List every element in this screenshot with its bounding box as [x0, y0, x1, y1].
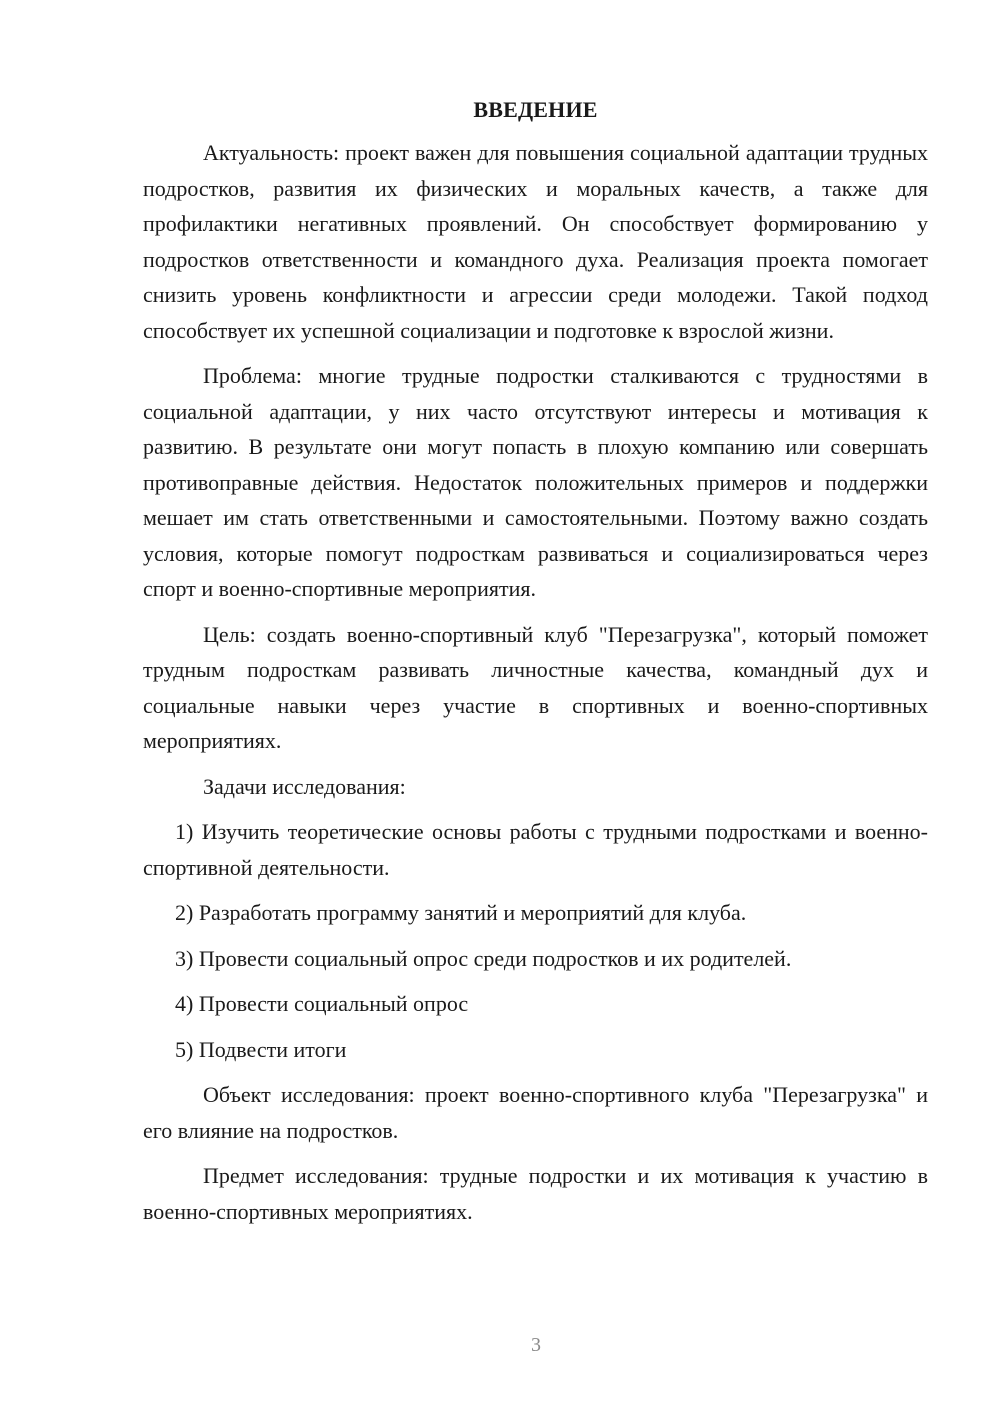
- paragraph-goal: Цель: создать военно-спортивный клуб "Перезагрузка", который поможет трудным подросткам развивать личностные качества, командный дух и социальные навыки через участие в спортивных и военно-спортивных мероприятиях.: [143, 621, 928, 753]
- paragraph-problem: Проблема: многие трудные подростки сталкиваются с трудностями в социальной адаптации, у них часто отсутствуют интересы и мотивация к развитию. В результате они могут попасть в плохую компанию или совершать противоправные действия. Недостаток положительных примеров и поддержки мешает им стать ответственными и самостоятельными. Поэтому важно создать условия, которые помогут подросткам развиваться и социализироваться через спорт и военно-спортивные мероприятия.: [143, 363, 928, 601]
- list-item-task-2: 2) Разработать программу занятий и мероприятий для клуба.: [175, 900, 747, 925]
- list-item-task-5: 5) Подвести итоги: [175, 1036, 347, 1062]
- paragraph-object: Объект исследования: проект военно-спортивного клуба "Перезагрузка" и его влияние на подростков.: [143, 1082, 928, 1143]
- list-item-task-1: 1) Изучить теоретические основы работы с трудными подростками и военно-спортивной деятельности.: [143, 819, 928, 880]
- document-page: [143, 95, 928, 1229]
- paragraph-relevance: Актуальность: проект важен для повышения социальной адаптации трудных подростков, развития их физических и моральных качеств, а также для профилактики негативных проявлений. Он способствует формированию у подростков ответственности и командного духа. Реализация проекта помогает снизить уровень конфликтности и агрессии среди молодежи. Такой подход способствует их успешной социализации и подготовке к взрослой жизни.: [143, 140, 928, 343]
- tasks-title: Задачи исследования:: [203, 773, 406, 799]
- paragraph-subject: Предмет исследования: трудные подростки и их мотивация к участию в военно-спортивных мероприятиях.: [143, 1163, 928, 1224]
- page-number: 3: [531, 1334, 541, 1356]
- list-item-task-4: 4) Провести социальный опрос: [175, 991, 469, 1016]
- page-title: ВВЕДЕНИЕ: [473, 97, 598, 122]
- list-item-task-3: 3) Провести социальный опрос среди подростков и их родителей.: [175, 945, 792, 971]
